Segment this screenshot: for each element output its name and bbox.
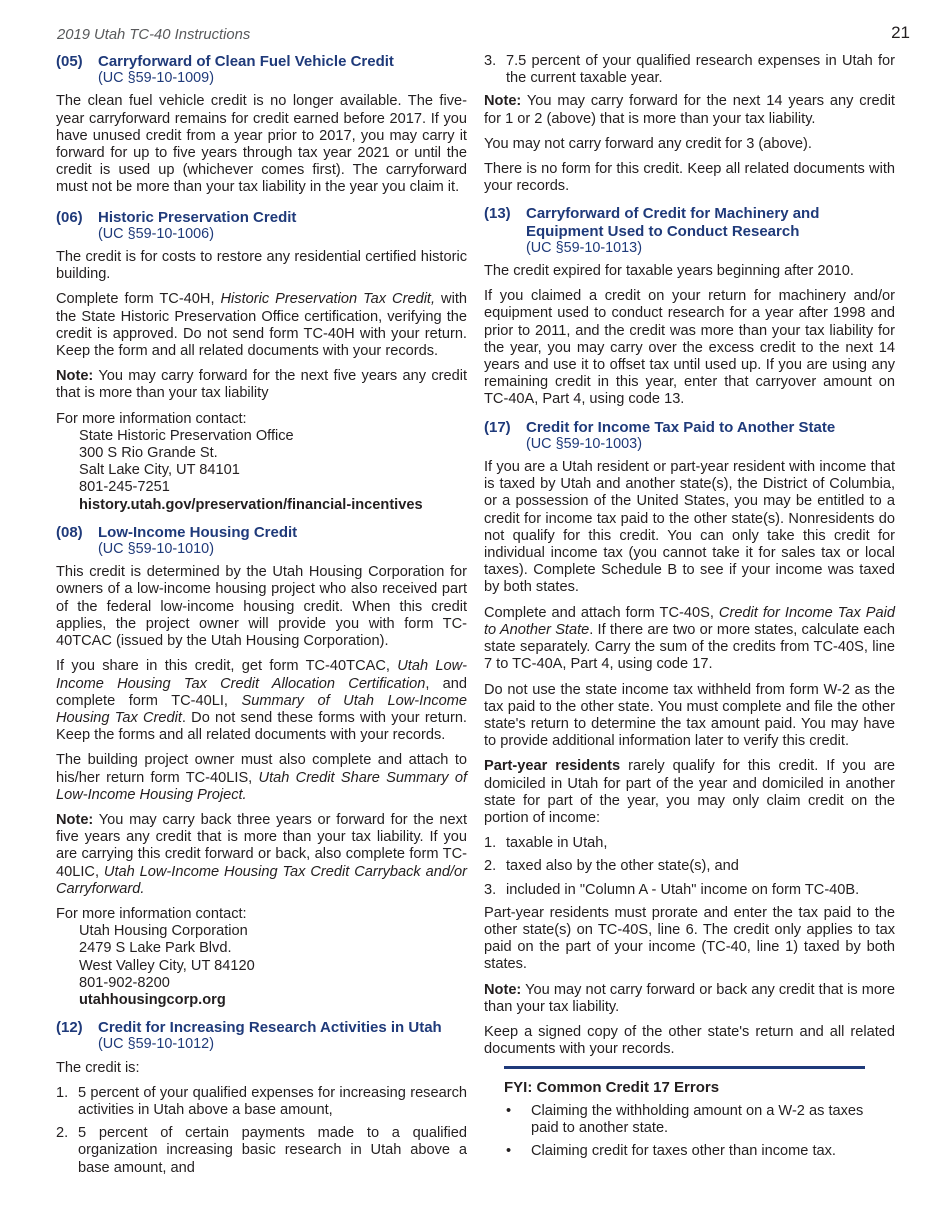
fyi-title: FYI: Common Credit 17 Errors xyxy=(504,1079,720,1097)
section-05-heading xyxy=(56,53,467,87)
bullet-icon: • xyxy=(506,1142,512,1159)
contact-line: 300 S Rio Grande St. xyxy=(79,445,218,462)
paragraph: Do not use the state income tax withheld from form W-2 as the tax paid to the other state. You must complete and file the other state's return to determine the tax amount paid. You may have to provide additional information later to verify this credit. xyxy=(484,681,895,750)
paragraph: You may not carry forward any credit for 3 (above). xyxy=(484,135,812,152)
section-17-heading xyxy=(484,419,895,453)
section-06-heading xyxy=(56,209,467,243)
contact-line: 801-245-7251 xyxy=(79,479,170,496)
list-item: 1. 5 percent of your qualified expenses for increasing research activities in Utah above a base amount, xyxy=(56,1084,467,1118)
paragraph: The building project owner must also complete and attach to his/her return form TC-40LIS, Utah Credit Share Summary of Low-Income Housing Project. xyxy=(56,752,468,803)
paragraph: Part-year residents rarely qualify for this credit. If you are domiciled in Utah for part of the year and domiciled in another state for part of the year, you may only claim credit on the portion of income: xyxy=(484,758,895,826)
contact-line: West Valley City, UT 84120 xyxy=(79,957,255,974)
section-13-heading xyxy=(484,205,895,257)
paragraph: If you are a Utah resident or part-year resident with income that is taxed by Utah and another state(s), the District of Columbia, or a possession of the United States, you may be entitled to a credit for income tax paid to the other state(s). Nonresidents do not qualify for this credit. You can only take this credit for individual income tax (you cannot take it for sales tax or local taxes). Complete Schedule B to see if your income was taxed by both states. xyxy=(484,459,895,596)
paragraph: If you share in this credit, get form TC-40TCAC, Utah Low-Income Housing Tax Credit Allocation Certification, and complete form TC-40LI, Summary of Utah Low-Income Housing Tax Credit. Do not send these forms with your return. Keep the forms and all related documents with your records. xyxy=(56,658,468,744)
list-item: 3. included in "Column A - Utah" income on form TC-40B. xyxy=(484,881,860,898)
bullet-list xyxy=(504,1103,865,1161)
right-column xyxy=(484,53,895,1166)
list-item: 3. 7.5 percent of your qualified research expenses in Utah for the current taxable year. xyxy=(484,53,895,87)
section-citation: (UC §59-10-1013) xyxy=(526,239,642,256)
paragraph: Keep a signed copy of the other state's return and all related documents with your records. xyxy=(484,1023,895,1058)
section-08-heading xyxy=(56,524,467,558)
contact-url-link[interactable]: utahhousingcorp.org xyxy=(79,991,226,1008)
list-item: 2. 5 percent of certain payments made to a qualified organization increasing basic research in Utah above a base amount, and xyxy=(56,1125,467,1176)
contact-url-link[interactable]: history.utah.gov/preservation/financial-incentives xyxy=(79,496,423,513)
section-code: (06) xyxy=(56,208,83,226)
paragraph: Part-year residents must prorate and enter the tax paid to the other state(s) on TC-40S, line 6. The credit only applies to tax paid on the part of your income (TC-40, line 1) taxed by both states. xyxy=(484,904,895,973)
section-citation: (UC §59-10-1010) xyxy=(98,541,214,558)
paragraph: This credit is determined by the Utah Housing Corporation for owners of a low-income housing project who also received part of the federal low-income housing credit. When this credit applies, the project owner will provide you with form TC-40TCAC (issued by the Utah Housing Corporation). xyxy=(56,564,467,650)
contact-line: State Historic Preservation Office xyxy=(79,427,294,444)
contact-intro: For more information contact: xyxy=(56,905,247,922)
list-item: • Claiming credit for taxes other than income tax. xyxy=(506,1142,836,1159)
fyi-box xyxy=(504,1066,865,1160)
numbered-list xyxy=(56,1085,467,1177)
page-number: 21 xyxy=(891,23,910,42)
paragraph: The credit is: xyxy=(56,1059,140,1076)
contact-line: Salt Lake City, UT 84101 xyxy=(79,462,240,479)
note: Note: You may not carry forward or back any credit that is more than your tax liability. xyxy=(484,981,895,1015)
paragraph: The credit is for costs to restore any residential certified historic building. xyxy=(56,249,467,283)
section-code: (12) xyxy=(56,1019,83,1037)
list-item: • Claiming the withholding amount on a W-2 as taxes paid to another state. xyxy=(506,1102,864,1136)
paragraph: If you claimed a credit on your return for machinery and/or equipment used to conduct research for a year after 1998 and prior to 2011, and the credit was more than your tax liability for the year, you may carry over the excess credit to the next 14 years and use it to offset tax until used up. If you are using any remaining credit in this year, enter that carryover amount on TC-40A, Part 4, using code 13. xyxy=(484,288,895,408)
section-citation: (UC §59-10-1012) xyxy=(98,1036,214,1053)
section-code: (08) xyxy=(56,523,83,541)
running-head: 2019 Utah TC-40 Instructions xyxy=(57,27,251,43)
section-title: Credit for Income Tax Paid to Another State xyxy=(526,418,836,436)
contact-line: Utah Housing Corporation xyxy=(79,923,248,940)
section-title: Low-Income Housing Credit xyxy=(98,523,298,541)
section-code: (05) xyxy=(56,53,83,70)
section-title: Credit for Increasing Research Activities in Utah xyxy=(98,1019,442,1037)
section-code: (13) xyxy=(484,205,511,223)
section-title: Carryforward of Credit for Machinery and Equipment Used to Conduct Research xyxy=(526,205,820,240)
bullet-icon: • xyxy=(506,1102,512,1119)
contact-line: 2479 S Lake Park Blvd. xyxy=(79,940,232,957)
numbered-list xyxy=(484,835,895,899)
contact-line: 801-902-8200 xyxy=(79,974,170,991)
note: Note: You may carry back three years or forward for the next five years any credit that is more than your tax liability. If you are carrying this credit forward or back, also complete form TC-40LIC, Utah Low-Income Housing Tax Credit Carryback and/or Carryforward. xyxy=(56,811,467,897)
contact-intro: For more information contact: xyxy=(56,410,247,427)
paragraph: There is no form for this credit. Keep all related documents with your records. xyxy=(484,161,895,195)
paragraph: The clean fuel vehicle credit is no longer available. The five-year carryforward remains for credit earned before 2017. If you have unused credit from a year prior to 2017, you may carry it forward for up to five years through tax year 2021 or until the credit is used up (whichever comes first). The carryforward must not be more than your tax liability in the year you claim it. xyxy=(56,93,467,196)
section-citation: (UC §59-10-1006) xyxy=(98,225,214,242)
section-12-heading xyxy=(56,1019,467,1053)
list-item: 2. taxed also by the other state(s), and xyxy=(484,858,739,875)
note: Note: You may carry forward for the next 14 years any credit for 1 or 2 (above) that is more than your tax liability. xyxy=(484,93,895,127)
note: Note: You may carry forward for the next five years any credit that is more than your tax liability xyxy=(56,368,467,402)
paragraph: The credit expired for taxable years beginning after 2010. xyxy=(484,263,854,280)
section-title: Carryforward of Clean Fuel Vehicle Credit xyxy=(98,53,394,70)
section-code: (17) xyxy=(484,418,511,436)
left-column xyxy=(56,53,467,1183)
list-item: 1. taxable in Utah, xyxy=(484,835,608,852)
numbered-list xyxy=(484,53,895,87)
contact-block xyxy=(56,906,467,1009)
paragraph: Complete and attach form TC-40S, Credit for Income Tax Paid to Another State. If there are two or more states, calculate each state separately. Carry the sum of the credits from TC-40S, line 7 to TC-40A, Part 4, using code 17. xyxy=(484,604,896,673)
section-citation: (UC §59-10-1003) xyxy=(526,435,642,452)
section-citation: (UC §59-10-1009) xyxy=(98,70,214,87)
section-title: Historic Preservation Credit xyxy=(98,208,297,226)
contact-block xyxy=(56,411,467,514)
paragraph: Complete form TC-40H, Historic Preservation Tax Credit, with the State Historic Preservation Office certification, verifying the credit is approved. Do not send form TC-40H with your return. Keep the form and all related documents with your records. xyxy=(56,291,467,360)
